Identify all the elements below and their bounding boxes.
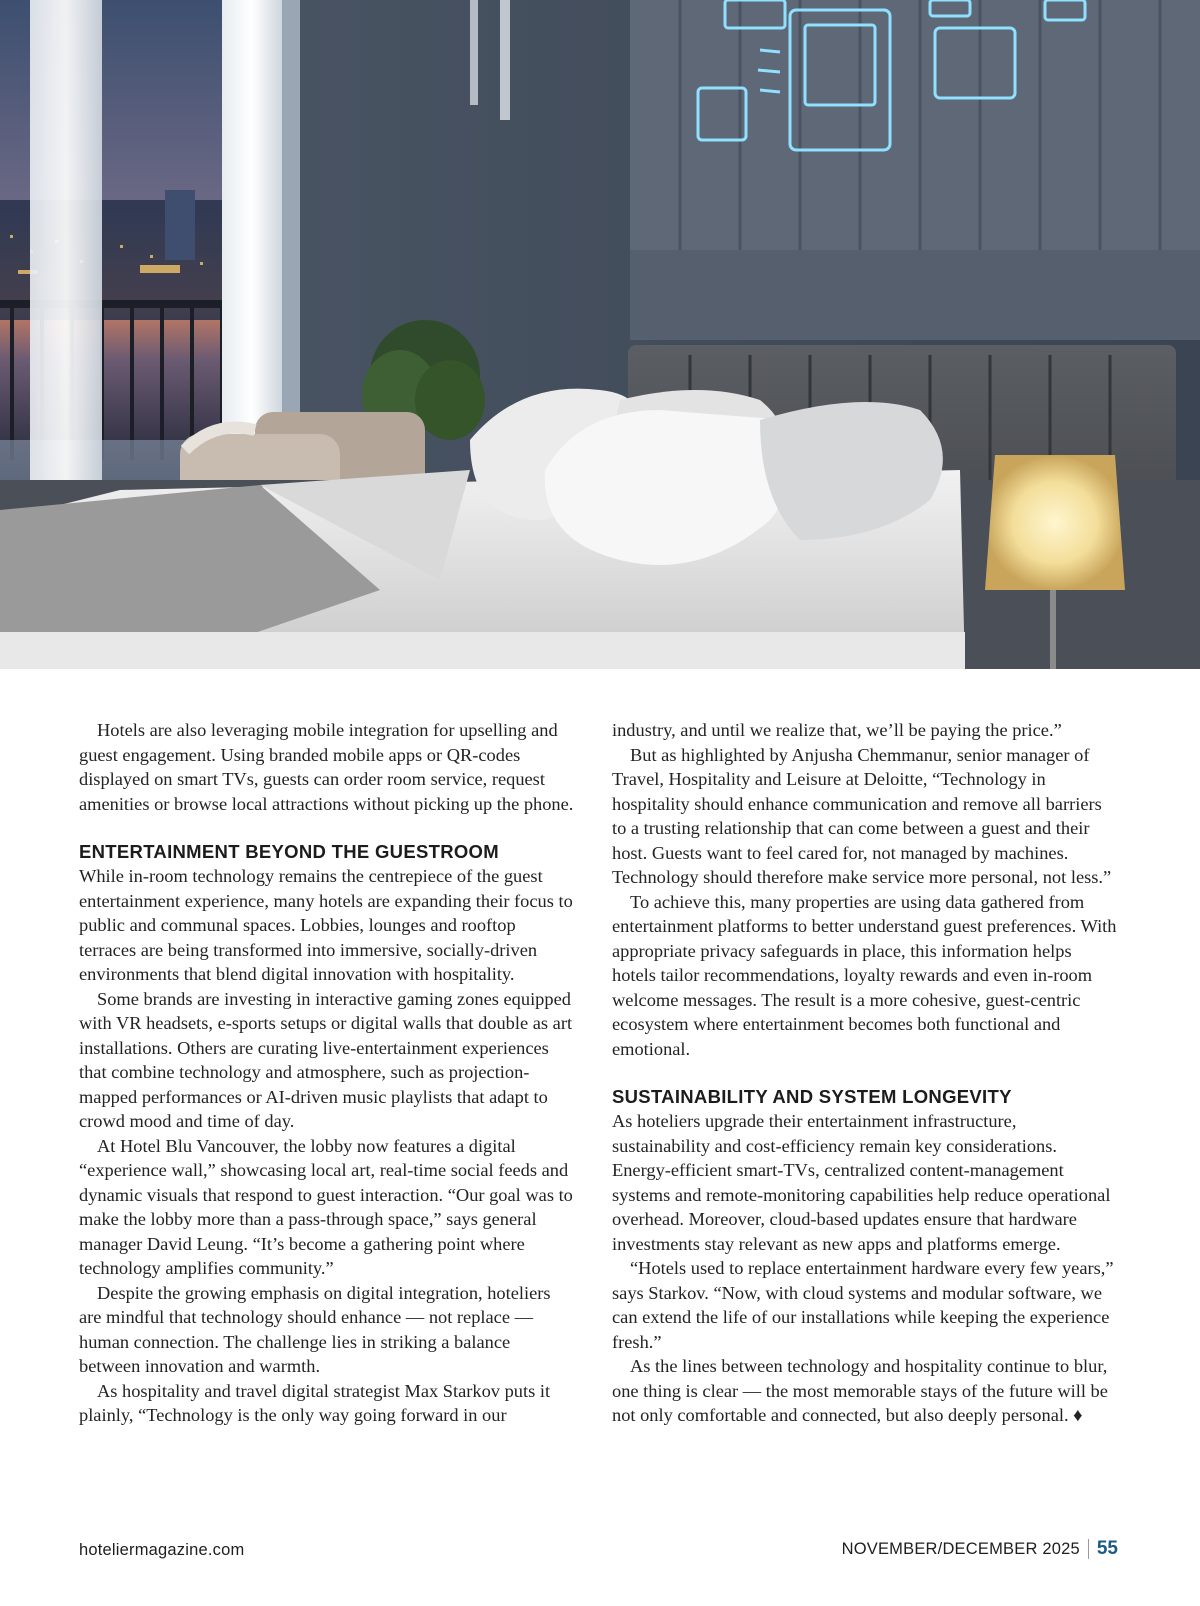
page-number: 55	[1096, 1538, 1118, 1559]
footer-issue-info	[842, 1538, 1118, 1560]
article-column-right	[612, 718, 1117, 1428]
paragraph-mobile-integration: Hotels are also leveraging mobile integration for upselling and guest engagement. Using branded mobile apps or QR-codes displayed on smart TVs, guests can order room service, request amenities or browse local attractions without picking up the phone.	[79, 720, 574, 814]
paragraph-starkov-quote: As hospitality and travel digital strategist Max Starkov puts it plainly, “Technology is the only way going forward in our	[79, 1380, 551, 1425]
footer-divider	[1088, 1539, 1089, 1559]
hotel-room-illustration	[0, 0, 1200, 669]
paragraph-starkov-quote-end: industry, and until we realize that, we’ll be paying the price.”	[612, 720, 1062, 740]
article-column-left	[79, 718, 575, 1428]
paragraph-conclusion: As the lines between technology and hospitality continue to blur, one thing is clear — the most memorable stays of the future will be not only comfortable and connected, but also deeply personal. ♦	[612, 1356, 1108, 1425]
section-heading-sustainability: SUSTAINABILITY AND SYSTEM LONGEVITY	[612, 1086, 1012, 1107]
paragraph-deloitte: But as highlighted by Anjusha Chemmanur, senior manager of Travel, Hospitality and Leisure at Deloitte, “Technology in hospitality should enhance communication and remove all barriers to a trusting relationship that can come between a guest and their host. Guests want to feel cared for, not managed by machines. Technology should therefore make service more personal, not less.”	[612, 744, 1112, 887]
paragraph-sustainability: As hoteliers upgrade their entertainment infrastructure, sustainability and cost-efficiency remain key considerations. Energy-efficient smart-TVs, centralized content-management systems and remote-monitoring capabilities help reduce operational overhead. Moreover, cloud-based updates ensure that hardware investments stay relevant as new apps and platforms emerge.	[612, 1111, 1111, 1254]
paragraph-hardware-quote: “Hotels used to replace entertainment hardware every few years,” says Starkov. “Now, with cloud systems and modular software, we can extend the life of our installations while keeping the experience fresh.”	[612, 1258, 1114, 1352]
wall-panels	[630, 0, 1200, 340]
paragraph-hotel-blu: At Hotel Blu Vancouver, the lobby now features a digital “experience wall,” showcasing local art, real-time social feeds and dynamic visuals that respond to guest interaction. “Our goal was to make the lobby more than a pass-through space,” says general manager David Leung. “It’s become a gathering point where technology amplifies community.”	[79, 1135, 573, 1278]
hero-photo	[0, 0, 1200, 669]
paragraph-data-gathering: To achieve this, many properties are using data gathered from entertainment platforms to better understand guest preferences. With appropriate privacy safeguards in place, this information helps hotels tailor recommendations, loyalty rewards and even in-room welcome messages. The result is a more cohesive, guest-centric ecosystem where entertainment becomes both functional and emotional.	[612, 891, 1117, 1059]
paragraph-gaming-zones: Some brands are investing in interactive gaming zones equipped with VR headsets, e-sports setups or digital walls that double as art installations. Others are curating live-entertainment experiences that combine technology and atmosphere, such as projection-mapped performances or AI-driven music playlists that adapt to crowd mood and time of day.	[79, 988, 573, 1131]
paragraph-public-spaces: While in-room technology remains the centrepiece of the guest entertainment experience, many hotels are expanding their focus to public and communal spaces. Lobbies, lounges and rooftop terraces are being transformed into immersive, socially-driven environments that blend digital innovation with hospitality.	[79, 866, 573, 984]
footer-issue-date: NOVEMBER/DECEMBER 2025	[841, 1539, 1080, 1558]
section-heading-entertainment: ENTERTAINMENT BEYOND THE GUESTROOM	[79, 841, 499, 862]
footer-website[interactable]: hoteliermagazine.com	[79, 1541, 245, 1559]
left-curtain	[30, 0, 102, 480]
right-curtain	[222, 0, 282, 480]
paragraph-human-connection: Despite the growing emphasis on digital integration, hoteliers are mindful that technology should enhance — not replace — human connection. The challenge lies in striking a balance between innovation and warmth.	[79, 1282, 551, 1376]
